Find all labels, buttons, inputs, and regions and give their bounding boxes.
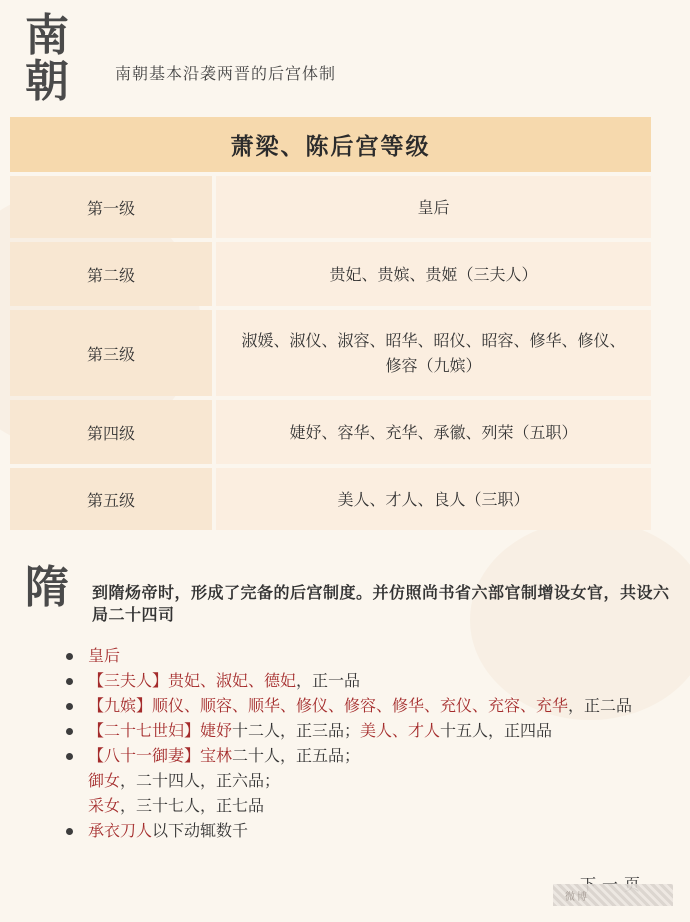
rank-name: 【三夫人】贵妃、淑妃、德妃 xyxy=(88,671,297,690)
ranks-cell: 贵妃、贵嫔、贵姬（三夫人） xyxy=(216,242,651,306)
ranks-cell: 淑媛、淑仪、淑容、昭华、昭仪、昭容、修华、修仪、修容（九嫔） xyxy=(216,310,651,396)
rank-grade: ，正一品 xyxy=(296,671,361,690)
bullet-icon xyxy=(66,828,73,835)
south-intro-text: 南朝基本沿袭两晋的后宫体制 xyxy=(115,64,337,83)
level-cell: 第五级 xyxy=(10,468,212,530)
rank-name: 【九嫔】顺仪、顺容、顺华、修仪、修容、修华、充仪、充容、充华 xyxy=(88,696,569,715)
rank-name: 【八十一御妻】宝林 xyxy=(88,746,233,765)
rank-grade: 十五人，正四品 xyxy=(440,721,553,740)
sui-intro-text: 到隋炀帝时，形成了完备的后宫制度。并仿照尚书省六部官制增设女官，共设六局二十四司 xyxy=(92,583,670,624)
list-item xyxy=(64,719,654,743)
list-item xyxy=(64,769,654,793)
rank-grade: ，正二品 xyxy=(568,696,633,715)
rank-grade: 二十人，正五品； xyxy=(232,746,361,765)
ranks-cell: 皇后 xyxy=(216,176,651,238)
rank-name: 【二十七世妇】婕妤 xyxy=(88,721,233,740)
list-item xyxy=(64,694,654,718)
table-row xyxy=(10,468,651,530)
list-item xyxy=(64,669,654,693)
bullet-icon xyxy=(66,703,73,710)
rank-grade: ，二十四人，正六品； xyxy=(120,771,281,790)
rank-name: 承衣刀人 xyxy=(88,821,153,840)
level-cell: 第四级 xyxy=(10,400,212,464)
section-char-sui: 隋 xyxy=(25,562,69,613)
rank-grade: ，三十七人，正七品 xyxy=(120,796,265,815)
bullet-icon xyxy=(66,728,73,735)
ranks-cell: 美人、才人、良人（三职） xyxy=(216,468,651,530)
section-char-chao: 朝 xyxy=(25,56,69,107)
ranks-cell: 婕妤、容华、充华、承徽、列荣（五职） xyxy=(216,400,651,464)
rank-table xyxy=(10,117,651,530)
list-item xyxy=(64,794,654,818)
rank-name: 御女 xyxy=(88,771,121,790)
table-row xyxy=(10,400,651,464)
section-char-nan: 南 xyxy=(25,10,69,61)
level-cell: 第二级 xyxy=(10,242,212,306)
bullet-icon xyxy=(66,653,73,660)
level-cell: 第一级 xyxy=(10,176,212,238)
table-title: 萧梁、陈后宫等级 xyxy=(10,117,651,172)
table-row xyxy=(10,242,651,306)
list-item xyxy=(64,819,654,843)
bullet-icon xyxy=(66,753,73,760)
sui-rank-list xyxy=(64,644,654,844)
level-cell: 第三级 xyxy=(10,310,212,396)
list-item xyxy=(64,744,654,768)
table-row xyxy=(10,176,651,238)
rank-name: 采女 xyxy=(88,796,121,815)
rank-grade: 以下动辄数千 xyxy=(152,821,249,840)
list-item xyxy=(64,644,654,668)
table-row xyxy=(10,310,651,396)
watermark xyxy=(553,884,673,906)
bullet-icon xyxy=(66,678,73,685)
watermark-text: 微博 xyxy=(565,892,589,903)
rank-name: 美人、才人 xyxy=(360,721,441,740)
rank-grade: 十二人，正三品； xyxy=(232,721,361,740)
rank-name: 皇后 xyxy=(88,646,121,665)
